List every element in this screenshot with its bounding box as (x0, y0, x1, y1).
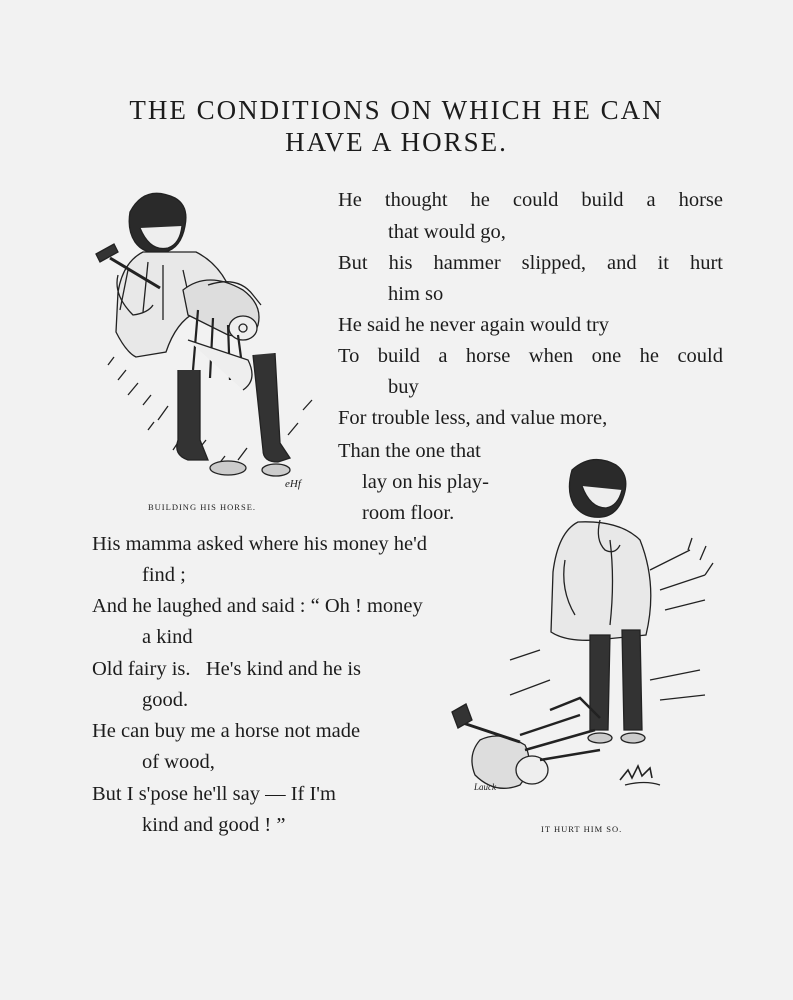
poem-line: him so (388, 283, 444, 305)
poem-line: buy (388, 376, 419, 398)
poem-line: He said he never again would try (338, 314, 609, 336)
boy-with-broken-horse-drawing (450, 450, 720, 815)
poem-line: For trouble less, and value more, (338, 407, 608, 429)
page-title-line-1: THE CONDITIONS ON WHICH HE CAN (129, 95, 664, 125)
poem-line: of wood, (142, 751, 215, 773)
artist-signature-left: eHf (285, 478, 301, 490)
poem-line: Than the one that (338, 440, 481, 462)
poem-line: a kind (142, 626, 193, 648)
poem-line: To build a horse when one he could (338, 345, 723, 367)
artist-signature-right: Lauck (474, 782, 496, 792)
poem-line: kind and good ! ” (142, 814, 286, 836)
poem-line: Old fairy is. He's kind and he is (92, 658, 362, 680)
boy-building-horse-drawing (88, 180, 328, 500)
poem-line: lay on his play- (362, 471, 489, 493)
illustration-hurt-him-so (450, 450, 720, 815)
poem-line: room floor. (362, 502, 455, 524)
caption-hurt-him-so: IT HURT HIM SO. (541, 824, 623, 834)
caption-building-horse: BUILDING HIS HORSE. (148, 502, 257, 512)
poem-line: good. (142, 689, 189, 711)
illustration-building-horse (88, 180, 328, 500)
poem-line: find ; (142, 564, 186, 586)
poem-line: that would go, (388, 221, 506, 243)
poem-line: His mamma asked where his money he'd (92, 533, 428, 555)
poem-line: But I s'pose he'll say — If I'm (92, 783, 336, 805)
page-title-line-2: HAVE A HORSE. (285, 127, 508, 157)
poem-line: And he laughed and said : “ Oh ! money (92, 595, 423, 617)
poem-line: But his hammer slipped, and it hurt (338, 252, 723, 274)
poem-line: He thought he could build a horse (338, 189, 723, 211)
poem-line: He can buy me a horse not made (92, 720, 361, 742)
